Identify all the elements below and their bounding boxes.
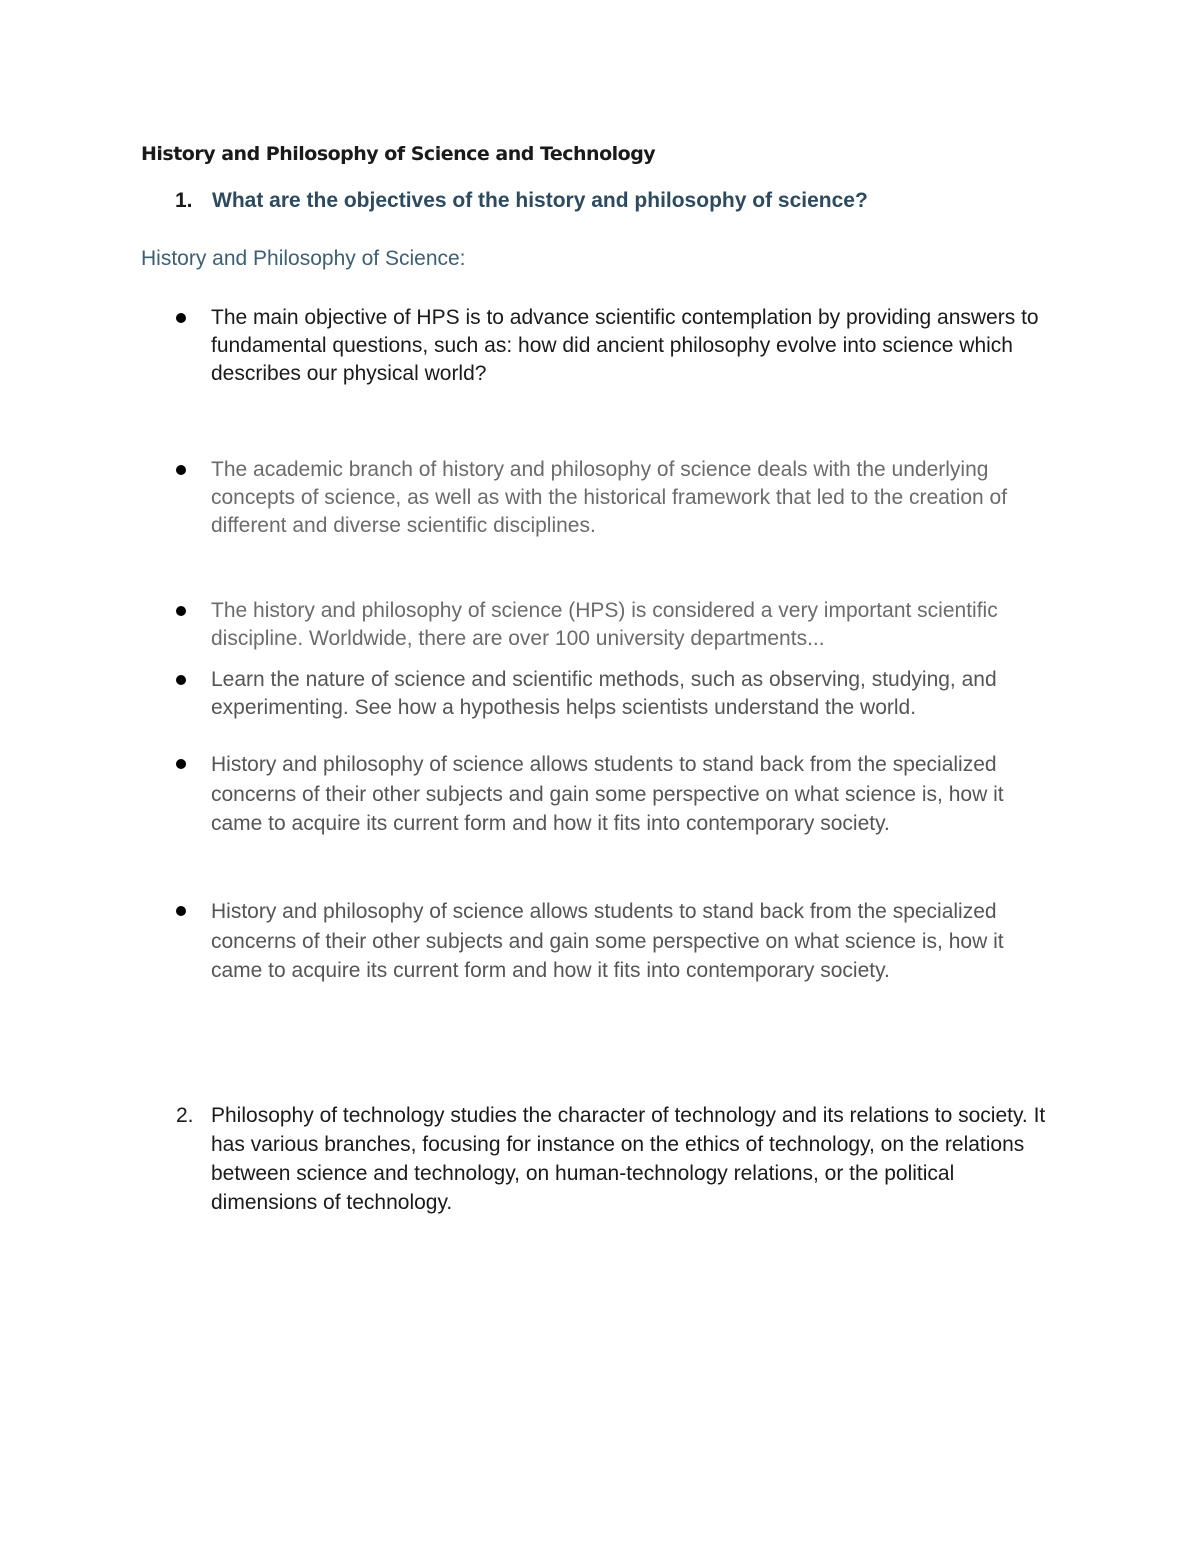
- question-1-number: 1.: [175, 189, 193, 212]
- bullet-dot-icon: [176, 465, 186, 475]
- bullet-text: History and philosophy of science allows students to stand back from the specialized concerns of their other subjects and gain some perspective on what science is, how it came to acquire its current form and how it fits into contemporary society.: [211, 753, 1004, 835]
- bullet-text: The academic branch of history and philosophy of science deals with the underlying concepts of science, as well as with the historical framework that led to the creation of different and diverse scientific disciplines.: [211, 458, 1008, 537]
- bullet-dot-icon: [176, 675, 186, 685]
- bullet-dot-icon: [176, 759, 186, 769]
- bullet-dot-icon: [176, 606, 186, 616]
- item-2-text: Philosophy of technology studies the character of technology and its relations to society. It has various branches, focusing for instance on the ethics of technology, on the relations between science and technology, on human-technology relations, or the political dimensions of technology.: [211, 1104, 1046, 1214]
- bullet-dot-icon: [176, 906, 186, 916]
- question-1-text: What are the objectives of the history and philosophy of science?: [212, 189, 868, 212]
- bullet-text: Learn the nature of science and scientific methods, such as observing, studying, and experimenting. See how a hypothesis helps scientists understand the world.: [211, 668, 997, 719]
- bullet-text: The history and philosophy of science (HPS) is considered a very important scientific discipline. Worldwide, there are over 100 university departments...: [211, 599, 998, 650]
- document-title: History and Philosophy of Science and Technology: [141, 143, 656, 165]
- item-2-number: 2.: [176, 1104, 194, 1127]
- bullet-dot-icon: [176, 313, 186, 323]
- section-heading: History and Philosophy of Science:: [141, 247, 466, 270]
- bullet-text: The main objective of HPS is to advance scientific contemplation by providing answers to fundamental questions, such as: how did ancient philosophy evolve into science which describes our physical world?: [211, 306, 1039, 385]
- bullet-text: History and philosophy of science allows students to stand back from the specialized concerns of their other subjects and gain some perspective on what science is, how it came to acquire its current form and how it fits into contemporary society.: [211, 900, 1004, 982]
